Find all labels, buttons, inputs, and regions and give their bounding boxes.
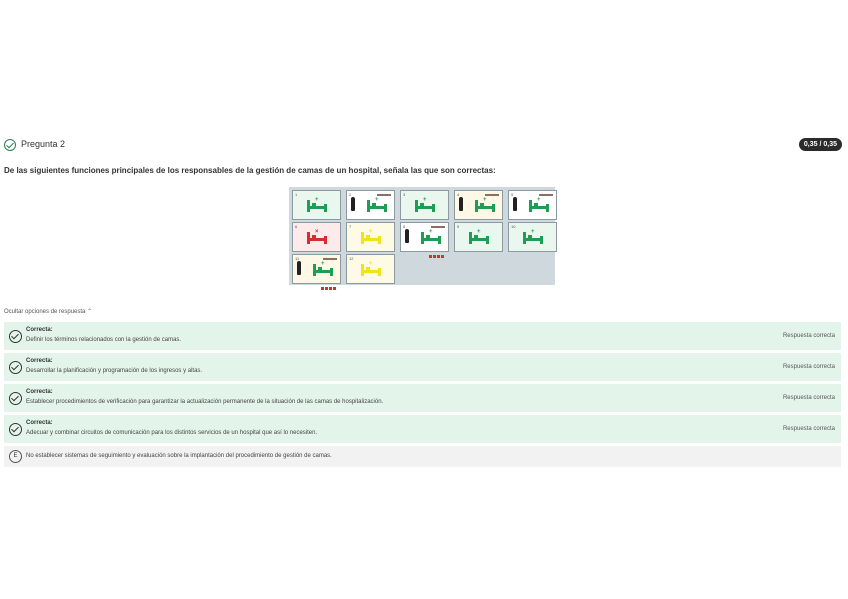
hospital-bed-icon: +	[529, 200, 549, 212]
answer-row	[4, 415, 841, 443]
question-header	[4, 138, 842, 154]
check-circle-icon	[9, 330, 22, 343]
hospital-bed-icon: +	[361, 264, 381, 276]
hospital-bed-icon: +	[475, 200, 495, 212]
image-tile	[292, 254, 341, 284]
image-tile	[508, 222, 557, 252]
tile-number: 10	[511, 224, 516, 229]
tile-number: 9	[457, 224, 460, 229]
check-circle-icon	[9, 423, 22, 436]
status-strip-icon	[323, 258, 337, 260]
tile-number: 4	[457, 192, 460, 197]
hospital-bed-icon: +	[415, 200, 435, 212]
answer-label: Correcta:	[26, 327, 53, 333]
image-tile	[292, 222, 341, 252]
image-tile	[508, 190, 557, 220]
occupancy-bars-icon	[429, 245, 445, 248]
toggle-answers-link[interactable]	[4, 308, 92, 315]
question-text: De las siguientes funciones principales de los responsables de la gestión de camas de un hospital, señala las que son correctas:	[4, 166, 496, 175]
status-strip-icon	[431, 226, 445, 228]
person-icon	[459, 197, 463, 211]
chevron-up-icon: ⌃	[87, 309, 93, 315]
answer-text: Establecer procedimientos de verificación para garantizar la actualización permanente de la situación de las camas de hospitalización.	[26, 399, 384, 405]
tile-number: 2	[349, 192, 352, 197]
image-tile	[400, 190, 449, 220]
answer-text: No establecer sistemas de seguimiento y evaluación sobre la implantación del procedimiento de gestión de camas.	[26, 453, 332, 459]
image-tile	[292, 190, 341, 220]
image-tile	[454, 222, 503, 252]
image-tile	[454, 190, 503, 220]
answer-label: Correcta:	[26, 358, 53, 364]
tile-number: 11	[295, 256, 300, 261]
answer-row-unselected	[4, 446, 841, 467]
tile-number: 12	[349, 256, 354, 261]
answer-row	[4, 384, 841, 412]
person-icon	[513, 197, 517, 211]
hospital-bed-icon: +	[361, 232, 381, 244]
hospital-bed-icon: +	[421, 232, 441, 244]
status-strip-icon	[539, 194, 553, 196]
person-icon	[351, 197, 355, 211]
answer-result: Respuesta correcta	[782, 426, 835, 432]
answer-label: Correcta:	[26, 389, 53, 395]
answers-list	[4, 322, 841, 470]
image-tile	[346, 190, 395, 220]
answer-result: Respuesta correcta	[782, 364, 835, 370]
answer-text: Desarrollar la planificación y programación de los ingresos y altas.	[26, 368, 203, 374]
occupancy-bars-icon	[483, 213, 499, 216]
check-circle-icon	[9, 392, 22, 405]
hospital-bed-icon: +	[307, 200, 327, 212]
hospital-bed-icon: +	[469, 232, 489, 244]
status-strip-icon	[485, 194, 499, 196]
image-tile	[400, 222, 449, 252]
tile-number: 5	[511, 192, 514, 197]
answer-result: Respuesta correcta	[782, 395, 835, 401]
answer-text: Definir los términos relacionados con la gestión de camas.	[26, 337, 182, 343]
answer-result: Respuesta correcta	[782, 333, 835, 339]
image-tile	[346, 222, 395, 252]
tile-number: 7	[349, 224, 352, 229]
occupancy-bars-icon	[321, 277, 337, 280]
tile-number: 6	[295, 224, 298, 229]
person-icon	[405, 229, 409, 243]
hospital-bed-icon: ×	[307, 232, 327, 244]
image-tile	[346, 254, 395, 284]
check-circle-icon	[4, 139, 16, 151]
tile-number: 3	[403, 192, 406, 197]
image-grid	[289, 187, 555, 285]
check-circle-icon	[9, 361, 22, 374]
question-title: Pregunta 2	[21, 139, 66, 149]
hospital-bed-icon: +	[367, 200, 387, 212]
answer-text: Adecuar y combinar circuitos de comunicación para los distintos servicios de un hospital que así lo necesiten.	[26, 430, 318, 436]
tile-number: 8	[403, 224, 406, 229]
score-badge: 0,35 / 0,35	[799, 138, 842, 151]
tile-number: 1	[295, 192, 298, 197]
answer-label: Correcta:	[26, 420, 53, 426]
answer-row	[4, 353, 841, 381]
occupancy-bars-icon	[537, 213, 553, 216]
occupancy-bars-icon	[375, 213, 391, 216]
toggle-label: Ocultar opciones de respuesta	[4, 309, 86, 315]
hospital-bed-icon: +	[523, 232, 543, 244]
status-strip-icon	[377, 194, 391, 196]
person-icon	[297, 261, 301, 275]
answer-row	[4, 322, 841, 350]
hospital-bed-icon: +	[313, 264, 333, 276]
option-letter-badge: E	[9, 450, 22, 463]
